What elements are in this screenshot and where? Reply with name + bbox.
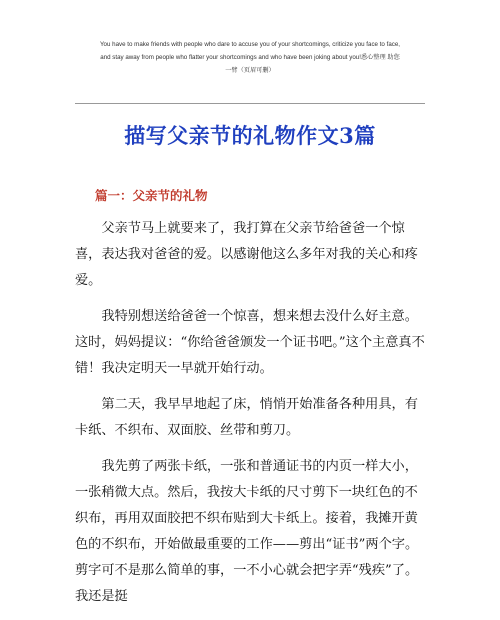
paragraph-2: 我特别想送给爸爸一个惊喜，想来想去没什么好主意。这时，妈妈提议：“你给爸爸颁发一个证书吧。”这个主意真不错！我决定明天一早就开始行动。 xyxy=(75,309,425,376)
paragraph-3: 第二天，我早早地起了床，悄悄开始准备各种用具，有卡纸、不织布、双面胶、丝带和剪刀。 xyxy=(75,397,418,438)
section-heading: 篇一：父亲节的礼物 xyxy=(95,188,208,203)
header-line-2: and stay away from people who flatter your shortcomings and who have been joking about you!悉心整理 助您 xyxy=(100,54,400,61)
page-header xyxy=(60,38,440,77)
header-line-3: 一臂（页眉可删） xyxy=(225,67,275,74)
paragraph-4: 我先剪了两张卡纸，一张和普通证书的内页一样大小，一张稍微大点。然后，我按大卡纸的尺寸剪下一块红色的不织布，再用双面胶把不织布贴到大卡纸上。接着，我摊开黄色的不织布，开始做最重要的工作——剪出“证书”两个字。剪字可不是那么简单的事，一不小心就会把字弄“残疾”了。我还是挺 xyxy=(75,459,419,604)
document-title: 描写父亲节的礼物作文3篇 xyxy=(124,123,376,148)
header-line-1: You have to make friends with people who dare to accuse you of your shortcomings, criticize you face to face, xyxy=(99,41,401,48)
document-body xyxy=(75,216,427,620)
header-divider xyxy=(75,103,425,104)
paragraph-1: 父亲节马上就要来了，我打算在父亲节给爸爸一个惊喜，表达我对爸爸的爱。以感谢他这么多年对我的关心和疼爱。 xyxy=(75,221,418,288)
